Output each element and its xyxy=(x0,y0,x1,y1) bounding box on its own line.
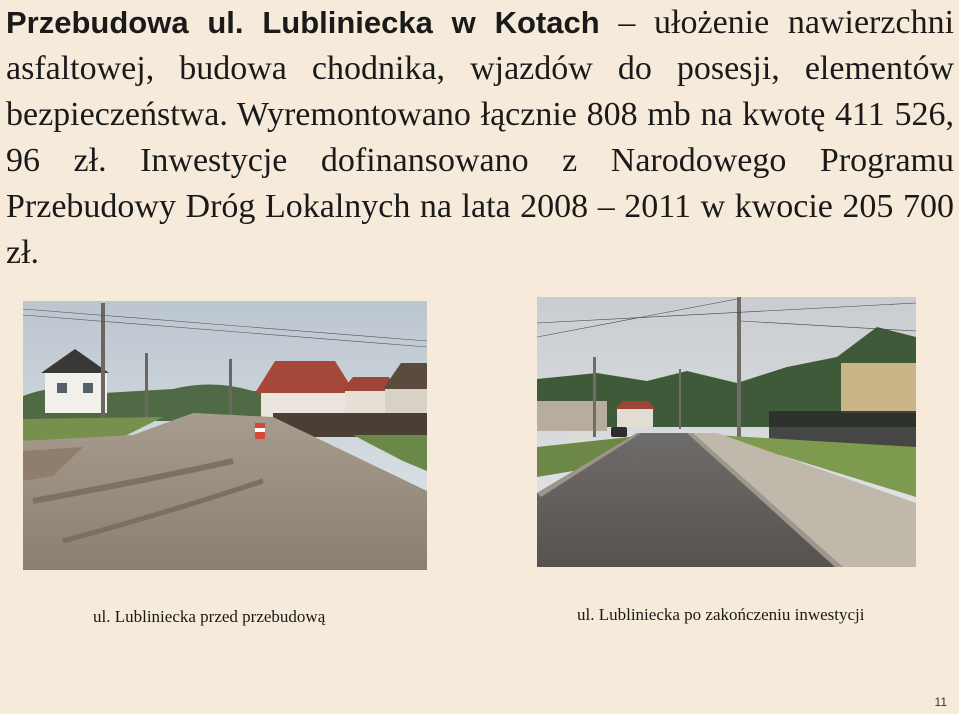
photo-after-reconstruction xyxy=(537,297,916,567)
slide-title: Przebudowa ul. Lubliniecka w Kotach xyxy=(6,5,600,40)
slide-body: ułożenie nawierzchni asfaltowej, budowa chodnika, wjazdów do posesji, elementów bezpieczeństwa. Wyremontowano łącznie 808 mb na kwotę 411 526, 96 zł. Inwestycje dofinansowano z Narodowego Programu Przebudowy Dróg Lokalnych na lata 2008 – 2011 w kwocie 205 700 zł. xyxy=(6,4,955,271)
photo-before-reconstruction xyxy=(23,301,427,570)
slide-number: 11 xyxy=(934,695,947,709)
caption-before: ul. Lubliniecka przed przebudową xyxy=(93,607,326,626)
title-dash: – xyxy=(599,4,655,41)
caption-after: ul. Lubliniecka po zakończeniu inwestycji xyxy=(577,605,865,624)
slide-text xyxy=(6,0,954,276)
